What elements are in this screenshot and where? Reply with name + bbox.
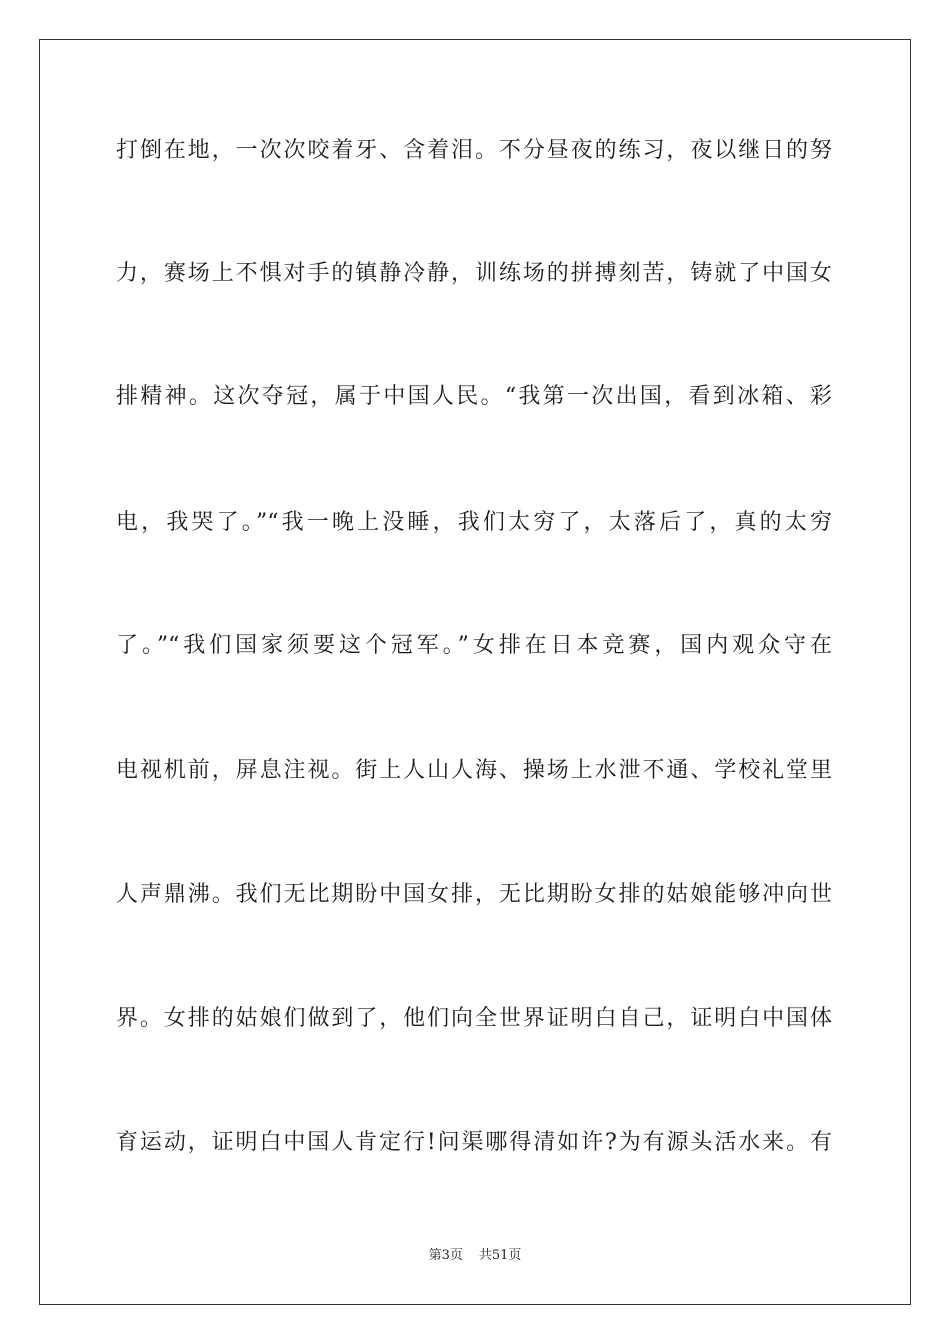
text-line: 育运动，证明白中国人肯定行!问渠哪得清如许?为有源头活水来。有	[116, 1130, 832, 1155]
text-line: 了。”“我们国家须要这个冠军。”女排在日本竞赛，国内观众守在	[116, 633, 832, 658]
text-line: 排精神。这次夺冠，属于中国人民。“我第一次出国，看到冰箱、彩	[116, 384, 832, 409]
page-total: 共51页	[478, 1248, 522, 1263]
text-line: 力，赛场上不惧对手的镇静冷静，训练场的拼搏刻苦，铸就了中国女	[116, 261, 832, 286]
text-line: 电视机前，屏息注视。街上人山人海、操场上水泄不通、学校礼堂里	[116, 758, 832, 783]
page-footer	[0, 1247, 950, 1265]
text-line: 人声鼎沸。我们无比期盼中国女排，无比期盼女排的姑娘能够冲向世	[116, 882, 832, 907]
text-line: 打倒在地，一次次咬着牙、含着泪。不分昼夜的练习，夜以继日的努	[116, 138, 832, 163]
page-border	[39, 39, 911, 1305]
text-line: 电，我哭了。”“我一晚上没睡，我们太穷了，太落后了，真的太穷	[116, 510, 832, 535]
page-number: 第3页	[428, 1248, 463, 1263]
text-line: 界。女排的姑娘们做到了，他们向全世界证明白自己，证明白中国体	[116, 1006, 832, 1031]
